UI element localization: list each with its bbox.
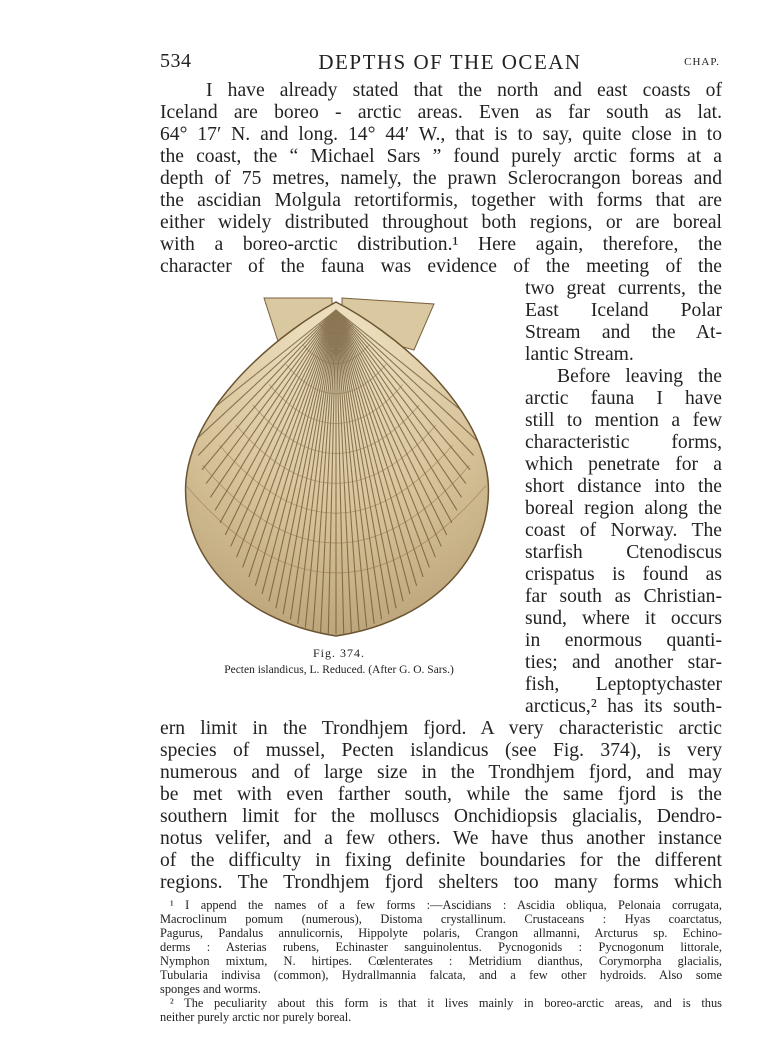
text-line: far south as Christian- bbox=[525, 586, 722, 607]
footnote-line: sponges and worms. bbox=[160, 982, 261, 996]
text-line: ern limit in the Trondhjem fjord. A very characteristic arctic bbox=[160, 718, 722, 739]
text-line: the ascidian Molgula retortiformis, together with forms that are bbox=[160, 190, 722, 211]
text-line: characteristic forms, bbox=[525, 432, 722, 453]
text-line: the coast, the “ Michael Sars ” found purely arctic forms at a bbox=[160, 146, 722, 167]
footnote-line: ² The peculiarity about this form is that it lives mainly in boreo-arctic areas, and is thus bbox=[170, 996, 722, 1010]
text-line: be met with even farther south, while the same fjord is the bbox=[160, 784, 722, 805]
text-line: southern limit for the molluscs Onchidiopsis glacialis, Dendro- bbox=[160, 806, 722, 827]
text-line: 64° 17′ N. and long. 14° 44′ W., that is to say, quite close in to bbox=[160, 124, 722, 145]
text-line: I have already stated that the north and east coasts of bbox=[206, 80, 722, 101]
text-line: coast of Norway. The bbox=[525, 520, 722, 541]
text-line: in enormous quanti- bbox=[525, 630, 722, 651]
text-line: arcticus,² has its south- bbox=[525, 696, 722, 717]
text-line: notus velifer, and a few others. We have thus another instance bbox=[160, 828, 722, 849]
text-line: lantic Stream. bbox=[525, 344, 634, 365]
footnote-line: Tubularia indivisa (common), Hydrallmannia falcata, and a few other hydroids. Also some bbox=[160, 968, 722, 982]
text-line: Stream and the At- bbox=[525, 322, 722, 343]
footnote-line: Pagurus, Pandalus annulicornis, Hippolyte polaris, Crangon allmanni, Arcturus sp. Echino- bbox=[160, 926, 722, 940]
text-line: short distance into the bbox=[525, 476, 722, 497]
text-line: sund, where it occurs bbox=[525, 608, 722, 629]
text-line: of the difficulty in fixing definite boundaries for the different bbox=[160, 850, 722, 871]
scallop-shell-illustration bbox=[164, 290, 510, 642]
text-line: either widely distributed throughout both regions, or are boreal bbox=[160, 212, 722, 233]
text-line: two great currents, the bbox=[525, 278, 722, 299]
text-line: ties; and another star- bbox=[525, 652, 722, 673]
footnote-line: Macroclinum pomum (numerous), Distoma crystallinum. Crustaceans : Hyas coarctatus, bbox=[160, 912, 722, 926]
footnote-line: Nymphon mixtum, N. hirtipes. Cœlenterates : Metridium dianthus, Corymorpha glacialis, bbox=[160, 954, 722, 968]
figure-caption: Pecten islandicus, L. Reduced. (After G. O. Sars.) bbox=[224, 664, 454, 676]
text-line: depth of 75 metres, namely, the prawn Sclerocrangon boreas and bbox=[160, 168, 722, 189]
text-line: Iceland are boreo - arctic areas. Even as far south as lat. bbox=[160, 102, 722, 123]
text-line: with a boreo-arctic distribution.¹ Here again, therefore, the bbox=[160, 234, 722, 255]
running-header bbox=[160, 50, 724, 76]
chapter-mark: CHAP. bbox=[684, 56, 720, 68]
text-line: arctic fauna I have bbox=[525, 388, 722, 409]
text-line: boreal region along the bbox=[525, 498, 722, 519]
text-line: which penetrate for a bbox=[525, 454, 722, 475]
footnote-line: ¹ I append the names of a few forms :—Ascidians : Ascidia obliqua, Pelonaia corrugata, bbox=[170, 898, 722, 912]
running-title: DEPTHS OF THE OCEAN bbox=[318, 50, 582, 74]
text-line: East Iceland Polar bbox=[525, 300, 722, 321]
text-line: regions. The Trondhjem fjord shelters too many forms which bbox=[160, 872, 722, 893]
footnote-line: neither purely arctic nor purely boreal. bbox=[160, 1010, 352, 1024]
figure-pecten-shell bbox=[164, 290, 510, 642]
text-line: fish, Leptoptychaster bbox=[525, 674, 722, 695]
text-line: species of mussel, Pecten islandicus (see Fig. 374), is very bbox=[160, 740, 722, 761]
footnote-line: derms : Asterias rubens, Echinaster sanguinolentus. Pycnogonids : Pycnogonum littorale, bbox=[160, 940, 722, 954]
text-line: still to mention a few bbox=[525, 410, 722, 431]
text-line: starfish Ctenodiscus bbox=[525, 542, 722, 563]
page-number: 534 bbox=[160, 50, 192, 72]
text-line: character of the fauna was evidence of the meeting of the bbox=[160, 256, 722, 277]
text-line: Before leaving the bbox=[557, 366, 722, 387]
figure-label: Fig. 374. bbox=[312, 646, 365, 660]
text-line: crispatus is found as bbox=[525, 564, 722, 585]
text-line: numerous and of large size in the Trondhjem fjord, and may bbox=[160, 762, 722, 783]
